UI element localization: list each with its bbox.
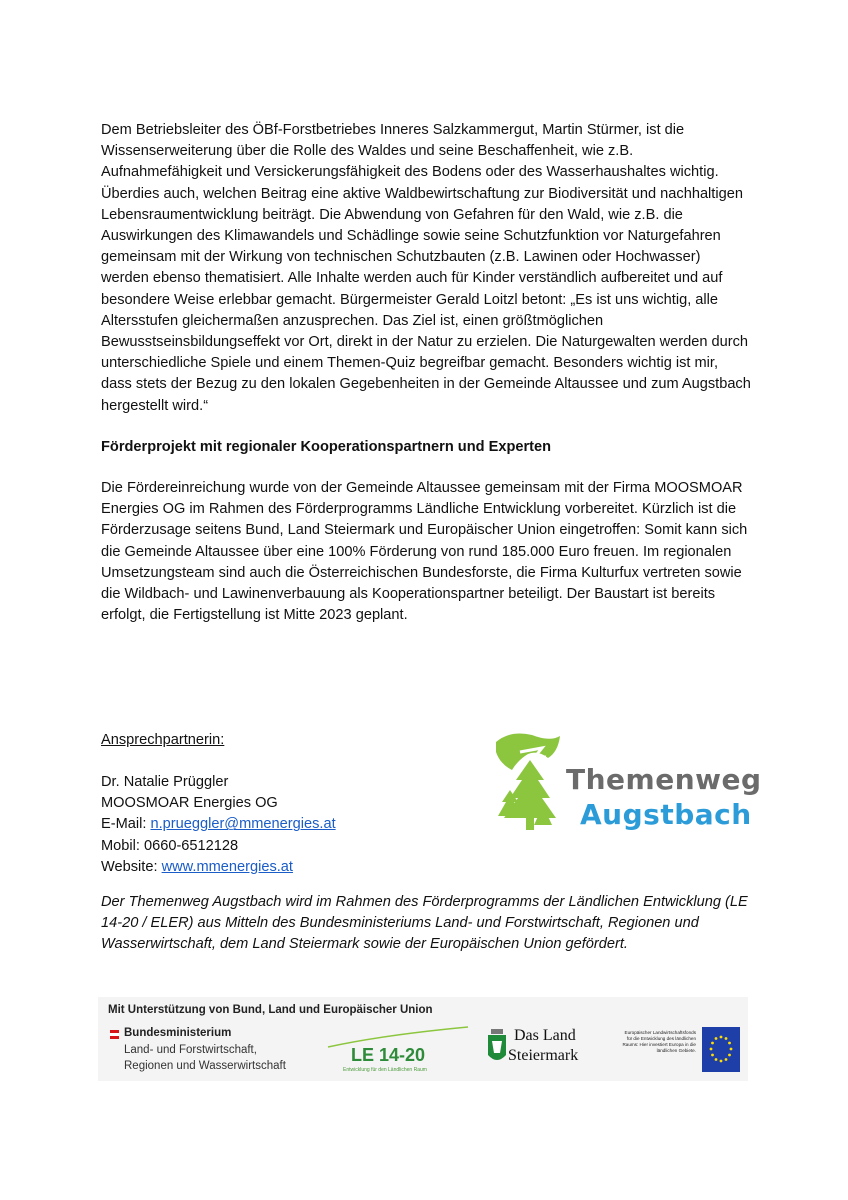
website-link[interactable]: www.mmenergies.at (161, 858, 293, 875)
contact-name: Dr. Natalie Prüggler (101, 774, 229, 790)
banner-title: Mit Unterstützung von Bund, Land und Europäischer Union (108, 1004, 433, 1016)
eu-flag-icon (702, 1027, 740, 1072)
intro-paragraph: Dem Betriebsleiter des ÖBf-Forstbetriebes Inneres Salzkammergut, Martin Stürmer, ist die Wissenserweiterung über die Rolle des Waldes und seine Beschaffenheit, wie z.B. Aufnahmefähigkeit und Versickerungsfähigkeit des Bodens oder des Wasserhaushaltes wichtig. Überdies auch, welchen Beitrag eine aktive Waldbewirtschaftung zur Biodiversität und nachhaltigen Lebensraumentwicklung beiträgt. Die Abwendung von Gefahren für den Wald, wie z.B. die Auswirkungen des Klimawandels und Schädlinge sowie seine Schutzfunktion vor Naturgefahren gemeinsam mit der Wirkung von technischen Schutzbauten (z.B. Lawinen oder Hochwasser) werden ebenso thematisiert. Alle Inhalte werden auch für Kinder verständlich aufbereitet und auf besondere Weise erlebbar gemacht. Bürgermeister Gerald Loitzl betont: „Es ist uns wichtig, alle Altersstufen gleichermaßen anzusprechen. Das Ziel ist, einen größtmöglichen Bewusstseinsbildungseffekt vor Ort, direkt in der Natur zu erzielen. Die Naturgewalten werden durch unterschiedliche Spiele und einem Themen-Quiz begreifbar gemacht. Besonders wichtig ist mir, dass stets der Bezug zu den lokalen Gegebenheiten in der Gemeinde Altaussee und zum Augstbach hergestellt wird.“ (101, 122, 751, 414)
contact-company: MOOSMOAR Energies OG (101, 795, 278, 812)
email-link[interactable]: n.prueggler@mmenergies.at (150, 816, 336, 833)
ministry-line1: Land- und Forstwirtschaft, (124, 1044, 257, 1056)
tree-logo-icon (490, 730, 570, 855)
main-text (101, 120, 751, 626)
le-label: LE 14-20 (351, 1045, 426, 1065)
ministry-name: Bundesministerium (124, 1027, 232, 1039)
le-sub: Entwicklung für den Ländlichen Raum (343, 1067, 427, 1073)
logo-line2: Augstbach (580, 798, 752, 831)
le-logo (323, 1025, 473, 1077)
styria-crest-icon (486, 1027, 508, 1067)
eafrd-text: Europäischer Landwirtschaftsfonds für die Entwicklung des ländlichen Raums: Hier investiert Europa in die ländlichen Gebiete. (622, 1030, 696, 1053)
email-prefix: E-Mail: (101, 816, 151, 833)
contact-website-row (101, 857, 336, 878)
themenweg-logo (490, 730, 762, 855)
contact-email-row (101, 814, 336, 835)
logo-line1: Themenweg (566, 763, 762, 796)
styria-line2: Steiermark (508, 1047, 579, 1064)
sponsor-banner (98, 997, 748, 1081)
contact-label: Ansprechpartnerin: (101, 732, 225, 748)
ministry-line2: Regionen und Wasserwirtschaft (124, 1060, 286, 1072)
contact-block (101, 772, 336, 878)
contact-mobile: Mobil: 0660-6512128 (101, 837, 239, 854)
styria-line1: Das Land (514, 1027, 576, 1044)
steiermark-logo (486, 1025, 594, 1073)
funding-note: Der Themenweg Augstbach wird im Rahmen des Förderprogramms der Ländlichen Entwicklung (LE 14-20 / ELER) aus Mitteln des Bundesministeriums Land- und Forstwirtschaft, Regionen und Wasserwirtschaft, dem Land Steiermark sowie der Europäischen Union gefördert. (101, 894, 748, 953)
funding-paragraph: Die Fördereinreichung wurde von der Gemeinde Altaussee gemeinsam mit der Firma MOOSMOAR Energies OG im Rahmen des Förderprogramms Ländliche Entwicklung vorbereitet. Kürzlich ist die Förderzusage seitens Bund, Land Steiermark und Europäischer Union eingetroffen: Somit kann sich die Gemeinde Altaussee über eine 100% Förderung von rund 185.000 Euro freuen. Im regionalen Umsetzungsteam sind auch die Österreichischen Bundesforste, die Firma Kulturfux vertreten sowie die Wildbach- und Lawinenverbauung als Kooperationspartner beteiligt. Der Baustart ist bereits erfolgt, die Fertigstellung ist Mitte 2023 geplant. (101, 480, 748, 624)
section-heading: Förderprojekt mit regionaler Kooperationspartnern und Experten (101, 438, 552, 455)
austria-flag-icon (110, 1030, 119, 1039)
website-prefix: Website: (101, 858, 162, 875)
